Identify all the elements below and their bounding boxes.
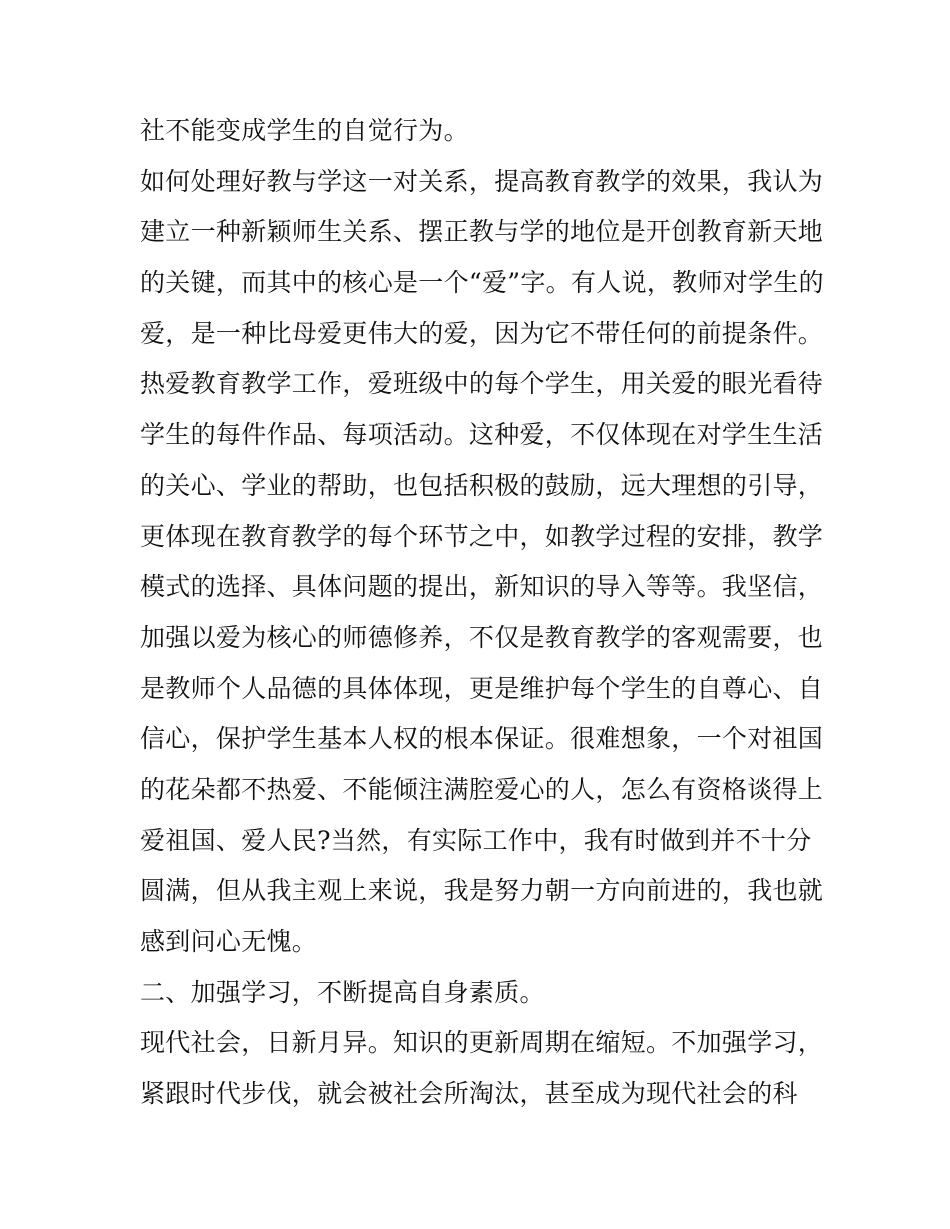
text-line: 的花朵都不热爱、不能倾注满腔爱心的人，怎么有资格谈得上 — [140, 774, 824, 804]
section-heading: 二、加强学习，不断提高自身素质。 — [140, 977, 545, 1007]
text-line: 模式的选择、具体问题的提出，新知识的导入等等。我坚信， — [140, 572, 824, 602]
text-line: 学生的每件作品、每项活动。这种爱，不仅体现在对学生生活 — [140, 420, 824, 450]
text-line: 如何处理好教与学这一对关系，提高教育教学的效果，我认为 — [140, 166, 824, 196]
text-line: 紧跟时代步伐，就会被社会所淘汰，甚至成为现代社会的科 — [140, 1079, 798, 1109]
text-line: 爱，是一种比母爱更伟大的爱，因为它不带任何的前提条件。 — [140, 318, 824, 348]
text-line: 信心，保护学生基本人权的根本保证。很难想象，一个对祖国 — [140, 724, 824, 754]
text-line: 的关键，而其中的核心是一个“爱”字。有人说，教师对学生的 — [140, 268, 824, 298]
text-line: 社不能变成学生的自觉行为。 — [140, 116, 469, 145]
text-line: 建立一种新颖师生关系、摆正教与学的地位是开创教育新天地 — [140, 217, 824, 247]
text-line: 现代社会，日新月异。知识的更新周期在缩短。不加强学习， — [140, 1028, 824, 1058]
text-line: 圆满，但从我主观上来说，我是努力朝一方向前进的，我也就 — [140, 876, 824, 906]
text-line: 加强以爱为核心的师德修养，不仅是教育教学的客观需要，也 — [140, 622, 824, 652]
text-line: 更体现在教育教学的每个环节之中，如教学过程的安排，教学 — [140, 521, 824, 551]
text-line: 的关心、学业的帮助，也包括积极的鼓励，远大理想的引导， — [140, 470, 824, 500]
document-body — [140, 106, 830, 1120]
text-line: 爱祖国、爱人民?当然，有实际工作中，我有时做到并不十分 — [140, 825, 812, 855]
text-line: 热爱教育教学工作，爱班级中的每个学生，用关爱的眼光看待 — [140, 369, 824, 399]
text-line: 感到问心无愧。 — [140, 927, 318, 956]
text-line: 是教师个人品德的具体体现，更是维护每个学生的自尊心、自 — [140, 673, 824, 703]
